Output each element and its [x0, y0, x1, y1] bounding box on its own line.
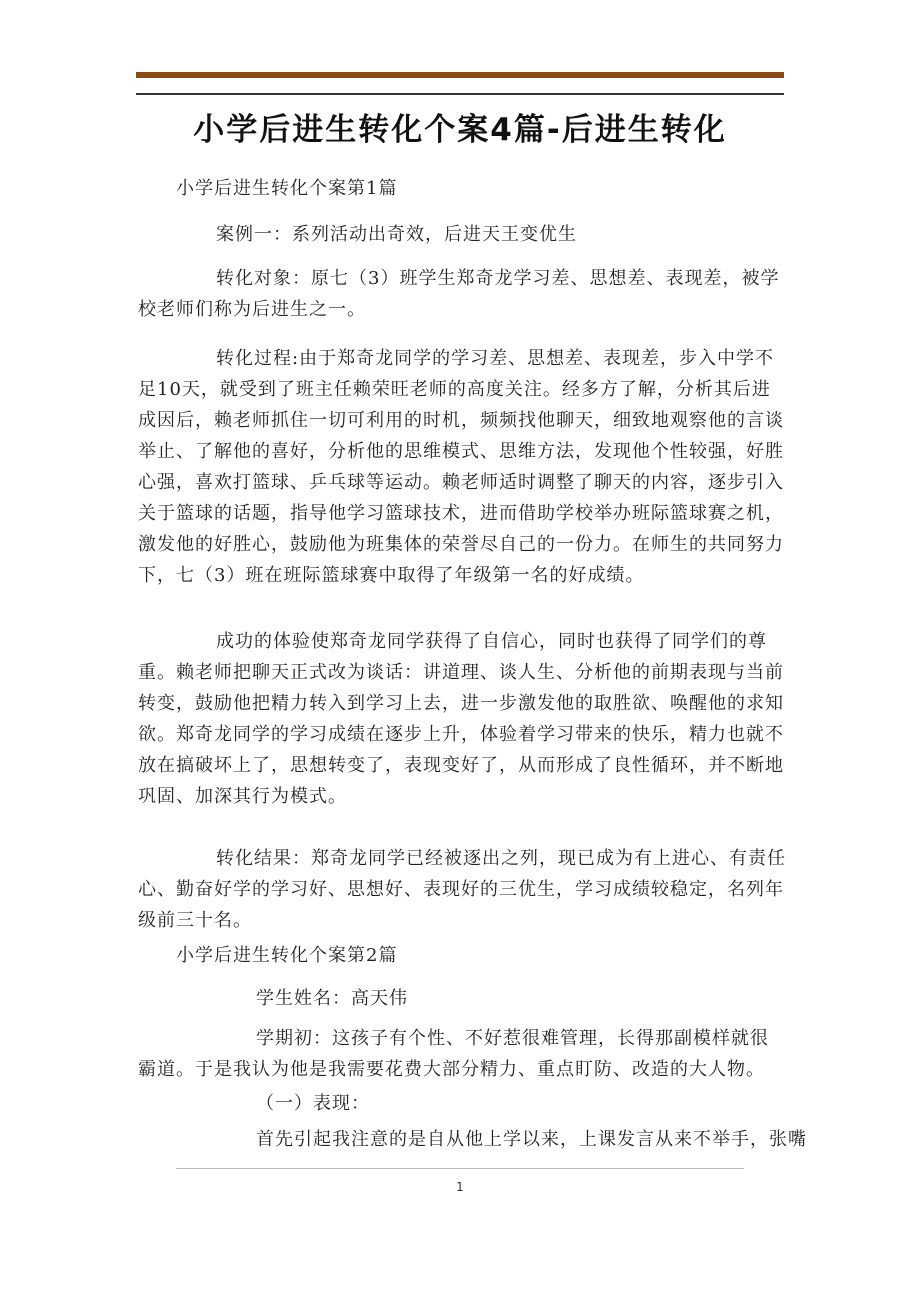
case2-first-line: 首先引起我注意的是自从他上学以来，上课发言从来不举手，张嘴	[256, 1129, 807, 1150]
header-rule-thin	[136, 93, 784, 95]
case1-example-line: 案例一：系列活动出奇效，后进天王变优生	[216, 224, 577, 245]
case1-result-paragraph: 转化结果：郑奇龙同学已经被逐出之列，现已成为有上进心、有责任心、勤奋好学的学习好、思想好、表现好的三优生，学习成绩较稳定，名列年级前三十名。	[138, 848, 786, 931]
case1-success-paragraph: 成功的体验使郑奇龙同学获得了自信心，同时也获得了同学们的尊重。赖老师把聊天正式改为谈话：讲道理、谈人生、分析他的前期表现与当前转变，鼓励他把精力转入到学习上去，进一步激发他的取胜欲、唤醒他的求知欲。郑奇龙同学的学习成绩在逐步上升，体验着学习带来的快乐，精力也就不放在搞破坏上了，思想转变了，表现变好了，从而形成了良性循环，并不断地巩固、加深其行为模式。	[138, 631, 784, 807]
footer-rule	[176, 1168, 744, 1169]
case2-student-name: 学生姓名：高天伟	[256, 988, 408, 1009]
page-number: 1	[456, 1180, 464, 1194]
case2-heading: 小学后进生转化个案第2篇	[176, 945, 398, 966]
header-rule-thick	[136, 72, 784, 78]
case2-term-paragraph: 学期初：这孩子有个性、不好惹很难管理，长得那副模样就很霸道。于是我认为他是我需要花费大部分精力、重点盯防、改造的大人物。	[138, 1028, 769, 1080]
case1-target-paragraph: 转化对象：原七（3）班学生郑奇龙学习差、思想差、表现差，被学校老师们称为后进生之一。	[138, 268, 780, 320]
case1-process-paragraph: 转化过程:由于郑奇龙同学的学习差、思想差、表现差，步入中学不足10天，就受到了班主任赖荣旺老师的高度关注。经多方了解，分析其后进成因后，赖老师抓住一切可利用的时机，频频找他聊天，细致地观察他的言谈举止、了解他的喜好，分析他的思维模式、思维方法，发现他个性较强，好胜心强，喜欢打篮球、乒乓球等运动。赖老师适时调整了聊天的内容，逐步引入关于篮球的话题，指导他学习篮球技术，进而借助学校举办班际篮球赛之机，激发他的好胜心，鼓励他为班集体的荣誉尽自己的一份力。在师生的共同努力下，七（3）班在班际篮球赛中取得了年级第一名的好成绩。	[138, 348, 784, 586]
case1-heading: 小学后进生转化个案第1篇	[176, 178, 398, 199]
document-title: 小学后进生转化个案4篇-后进生转化	[193, 112, 727, 148]
case2-subheading: （一）表现：	[256, 1093, 370, 1114]
